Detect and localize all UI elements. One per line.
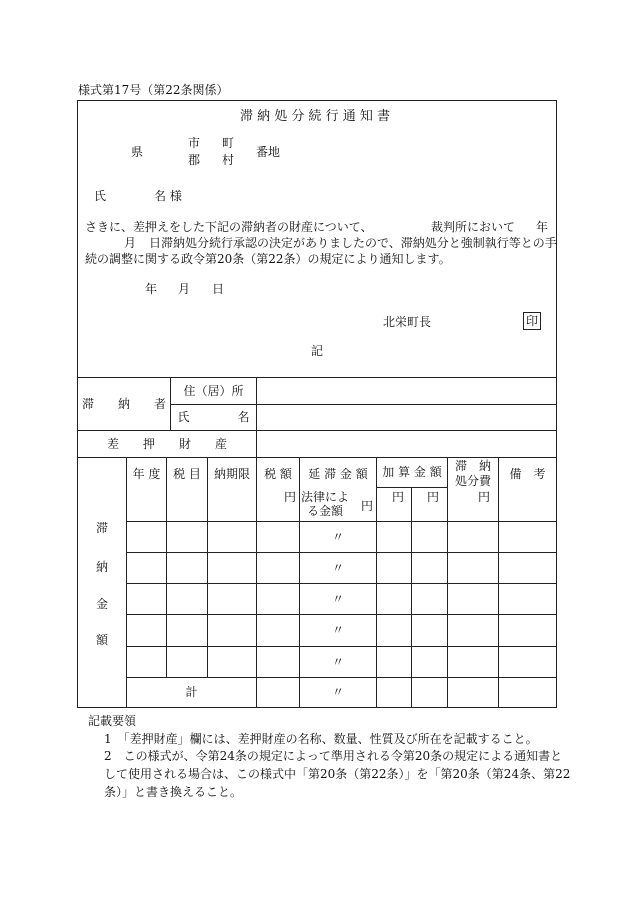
- tainousha-label: 滞 納 者: [81, 396, 166, 411]
- date-month: 月: [178, 282, 191, 296]
- side-label-char: 額: [95, 632, 108, 647]
- col-header-zeigaku: 税 額: [264, 466, 292, 481]
- form-number: 様式第17号（第22条関係）: [78, 83, 229, 97]
- side-label-char: 金: [95, 596, 108, 611]
- note-line: して使用される場合は、この様式中「第20条（第22条）」を「第20条（第24条、第22: [104, 767, 571, 781]
- address-machi: 町: [222, 136, 235, 150]
- shimei-label: 氏 名: [177, 410, 250, 424]
- yen-kasan-2: 円: [426, 490, 439, 504]
- body-line-2: 日滞納処分続行承認の決定がありましたので、滞納処分と強制執行等との手: [149, 236, 557, 250]
- yen-shobunhi: 円: [477, 490, 490, 504]
- body-line-2-month: 月: [124, 236, 137, 250]
- address-shi: 市: [188, 136, 201, 150]
- side-label-char: 納: [95, 559, 108, 574]
- yen-entai: 円: [360, 498, 373, 513]
- notes-title: 記載要領: [88, 714, 137, 728]
- ditto-mark: 〃: [331, 529, 344, 544]
- addressee-mei-sama: 名 様: [154, 189, 182, 203]
- ki-label: 記: [311, 344, 324, 358]
- col-header-nendo: 年 度: [132, 466, 161, 481]
- date-year: 年: [145, 282, 158, 296]
- col-header-entai: 延 滞 金 額: [308, 466, 368, 481]
- body-line-1: さきに、差押えをした下記の滞納者の財産について、: [85, 220, 373, 234]
- total-label: 計: [185, 685, 198, 699]
- body-line-1-year: 年: [536, 220, 549, 234]
- note-line: 1 「差押財産」欄には、差押財産の名称、数量、性質及び所在を記載すること。: [104, 732, 538, 746]
- addressee-shi: 氏: [94, 189, 107, 203]
- note-line: 2 この様式が、令第24条の規定によって準用される令第20条の規定による通知書と: [104, 749, 563, 763]
- date-day: 日: [212, 282, 225, 296]
- yen-kasan-1: 円: [391, 490, 404, 504]
- address-banchi: 番地: [256, 145, 281, 159]
- address-ken: 県: [131, 145, 144, 159]
- address-gun: 郡: [188, 153, 201, 167]
- jukyo-label: 住（居）所: [183, 383, 244, 398]
- houritsu-label: 法律によ る金額: [301, 490, 350, 519]
- yen-zeigaku: 円: [283, 490, 296, 504]
- ditto-mark: 〃: [331, 685, 344, 699]
- sashiosae-label: 差 押 財 産: [106, 436, 227, 451]
- note-line: 条）」と書き換えること。: [104, 785, 243, 799]
- col-header-biko: 備 考: [509, 466, 546, 481]
- ditto-mark: 〃: [331, 623, 344, 637]
- body-line-1-court: 裁判所において: [431, 220, 516, 234]
- ditto-mark: 〃: [331, 654, 344, 669]
- col-header-shobunhi: 滞 納 処分費: [454, 459, 491, 488]
- col-header-nouki: 納期限: [213, 466, 250, 481]
- col-header-kasan: 加 算 金 額: [382, 465, 442, 479]
- address-mura: 村: [222, 153, 235, 167]
- ditto-mark: 〃: [331, 591, 344, 606]
- body-line-3: 続の調整に関する政令第20条（第22条）の規定により通知します。: [85, 252, 451, 266]
- seal-box: 印: [523, 312, 541, 330]
- sender-name: 北栄町長: [383, 315, 432, 329]
- ditto-mark: 〃: [331, 560, 344, 575]
- side-label-char: 滞: [95, 520, 108, 535]
- col-header-zeimoku: 税 目: [173, 466, 201, 481]
- document-title: 滞 納 処 分 続 行 通 知 書: [239, 109, 391, 124]
